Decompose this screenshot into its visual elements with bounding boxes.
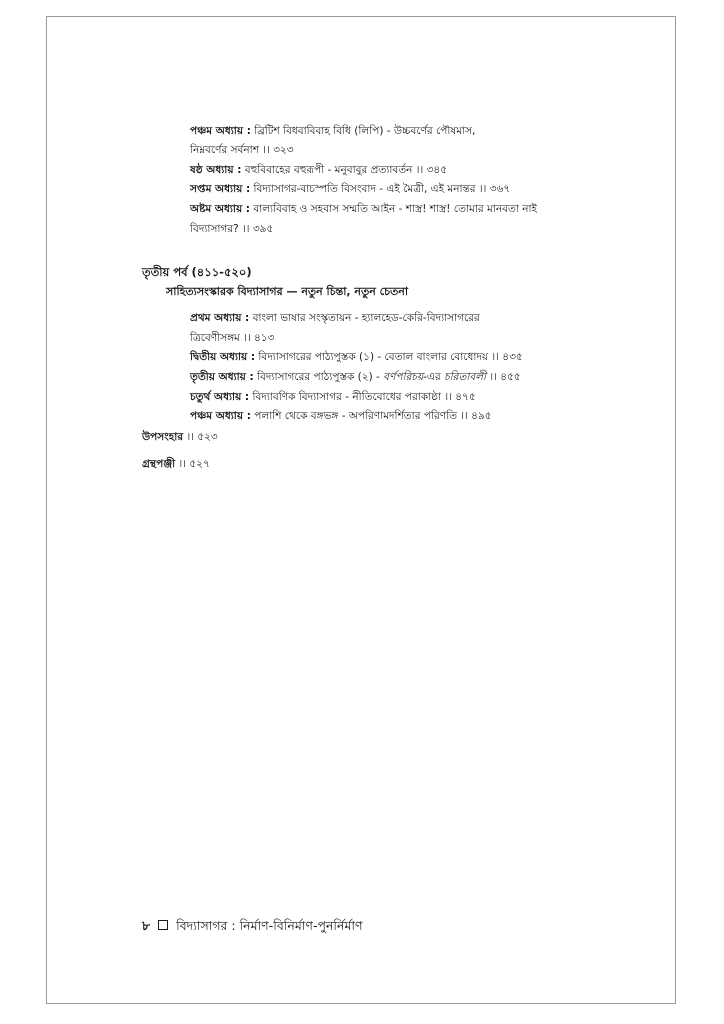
toc-entry-top-5-cont [190,143,294,157]
toc-book-title-2: চরিতাবলী [444,371,487,383]
square-bullet-icon [158,920,168,930]
toc-label: পঞ্চম অধ্যায় : [190,125,251,137]
toc-text: বাল্যবিবাহ ও সহবাস সম্মতি আইন - শাস্ত্র! শাস্ত্র! তোমার মানবতা নাই [253,203,537,215]
toc-label: গ্রন্থপঞ্জী [142,458,176,470]
toc-entry-top-6 [190,163,447,177]
toc-bibliography [142,457,210,471]
part-subtitle [166,285,408,299]
toc-label: সপ্তম অধ্যায় : [190,183,251,195]
toc-text: বিদ্যাসাগরের পাঠ্যপুস্তক (২) - [257,371,384,383]
toc-label: অষ্টম অধ্যায় : [190,203,250,215]
toc-label: ষষ্ঠ অধ্যায় : [190,164,242,176]
toc-label: দ্বিতীয় অধ্যায় : [190,351,256,363]
page-footer [142,918,363,938]
toc-text: বিদ্যাসাগরের পাঠ্যপুস্তক (১) - বেতাল বাংলার বোধোদয় ।। ৪৩৫ [258,351,523,363]
toc-entry-p3-1-cont [190,331,275,345]
toc-text: বিদ্যাবণিক বিদ্যাসাগর - নীতিবোধের পরাকাষ্ঠা ।। ৪৭৫ [252,391,476,403]
toc-entry-top-5 [190,124,475,138]
part-subtitle-main: সাহিত্যসংস্কারক বিদ্যাসাগর [166,285,283,298]
toc-text: পলাশি থেকে বঙ্গভঙ্গ - অপরিণামদর্শিতার পরিণতি ।। ৪৯৫ [254,410,492,422]
part-title: তৃতীয় পর্ব (৪১১-৫২০) [142,265,252,279]
part-subtitle-rest: — নতুন চিন্তা, নতুন চেতনা [282,285,409,298]
toc-entry-p3-5 [190,409,492,423]
page-number: ৮ [142,918,151,933]
toc-text: ত্রিবেণীসঙ্গম ।। ৪১৩ [190,332,275,344]
toc-entry-p3-1 [190,311,480,325]
toc-text: বাংলা ভাষার সংস্কৃতায়ন - হ্যালহেড-কেরি-বিদ্যাসাগরের [252,312,480,324]
book-title: বিদ্যাসাগর : নির্মাণ-বিনির্মাণ-পুনর্নির্মাণ [176,918,363,933]
toc-entry-p3-2 [190,350,523,364]
toc-label: চতুর্থ অধ্যায় : [190,391,250,403]
toc-text: বিদ্যাসাগর? ।। ৩৯৫ [190,223,274,235]
toc-entry-top-8 [190,202,537,216]
toc-text-end: ।। ৪৫৫ [486,371,521,383]
toc-label: তৃতীয় অধ্যায় : [190,371,254,383]
toc-label: পঞ্চম অধ্যায় : [190,410,251,422]
toc-text: নিম্নবর্ণের সর্বনাশ ।। ৩২৩ [190,144,294,156]
toc-epilogue [142,430,218,444]
toc-book-title-1: বর্ণপরিচয় [383,371,424,383]
toc-label: প্রথম অধ্যায় : [190,312,250,324]
toc-text-mid: -এর [423,371,445,383]
toc-text: ।। ৫২৭ [175,458,210,470]
toc-entry-p3-4 [190,390,476,404]
toc-text: ।। ৫২৩ [183,431,218,443]
toc-entry-p3-3 [190,370,521,384]
toc-label: উপসংহার [142,431,184,443]
toc-entry-top-8-cont [190,222,273,236]
toc-text: বহুবিবাহের বহুরূপী - মনুবাবুর প্রত্যাবর্তন ।। ৩৪৫ [244,164,448,176]
toc-text: ব্রিটিশ বিধবাবিবাহ বিধি (লিপি) - উচ্চবর্ণের পৌষমাস, [254,125,476,137]
toc-text: বিদ্যাসাগর-বাচস্পতি বিসংবাদ - এই মৈত্রী, এই মনান্তর ।। ৩৬৭ [253,183,511,195]
toc-entry-top-7 [190,182,510,196]
